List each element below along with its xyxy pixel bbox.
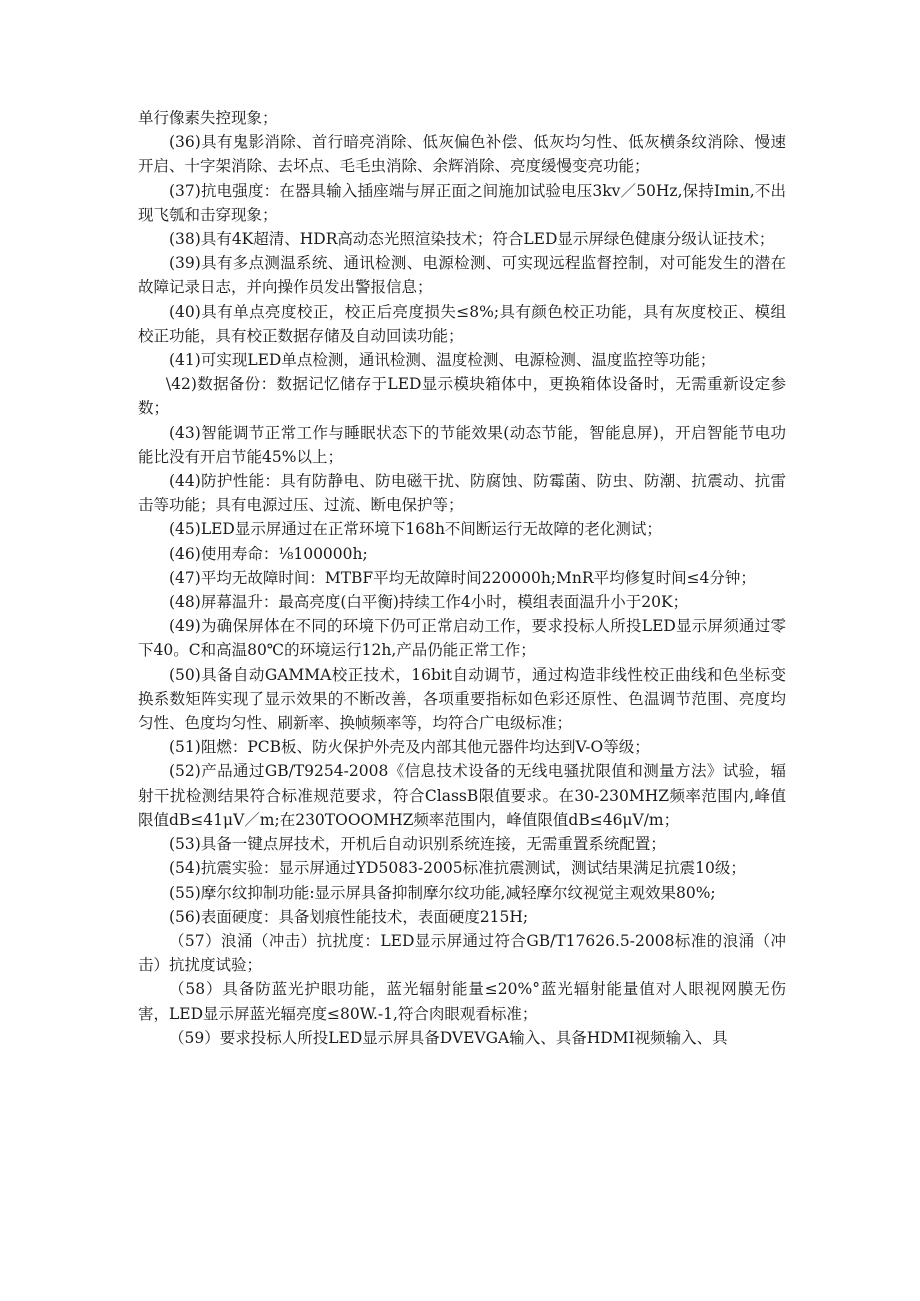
spec-paragraph: (54)抗震实验：显示屏通过YD5083-2005标准抗震测试，测试结果满足抗震10级；	[169, 859, 746, 878]
document-page	[138, 106, 786, 1050]
spec-paragraph: (44)防护性能：具有防静电、防电磁干扰、防腐蚀、防霉菌、防虫、防潮、抗震动、抗雷击等功能；具有电源过压、过流、断电保护等；	[138, 472, 786, 515]
spec-paragraph: \42)数据备份：数据记忆储存于LED显示模块箱体中，更换箱体设备时，无需重新设定参数；	[138, 375, 786, 418]
spec-paragraph: (51)阻燃：PCB板、防火保护外壳及内部其他元器件均达到V-O等级；	[169, 738, 650, 757]
spec-paragraph: (37)抗电强度：在器具输入插座端与屏正面之间施加试验电压3kv／50Hz,保持Imin,不出现飞瓠和击穿现象；	[138, 181, 786, 224]
spec-paragraph: (38)具有4K超清、HDR高动态光照渲染技术；符合LED显示屏绿色健康分级认证技术；	[169, 230, 775, 249]
spec-paragraph: (56)表面硬度：具备划痕性能技术，表面硬度215H;	[169, 907, 529, 926]
spec-paragraph: (46)使用寿命：⅛100000h;	[169, 544, 368, 563]
spec-paragraph: (52)产品通过GB/T9254-2008《信息技术设备的无线电骚扰限值和测量方法》试验，辐射干扰检测结果符合标准规范要求，符合ClassB限值要求。在30-230MHZ频率范围内,峰值限值dB≤41μV／m;在230TOOOMHZ频率范围内，峰值限值dB≤46μV/m；	[138, 762, 786, 829]
spec-paragraph: (49)为确保屏体在不同的环境下仍可正常启动工作，要求投标人所投LED显示屏须通过零下40。C和高温80℃的环境运行12h,产品仍能正常工作；	[138, 617, 786, 660]
spec-paragraph: (47)平均无故障时间：MTBF平均无故障时间220000h;MnR平均修复时间≤4分钟；	[169, 568, 756, 587]
spec-paragraph: (48)屏幕温升：最高亮度(白平衡)持续工作4小时，模组表面温升小于20K；	[169, 593, 689, 612]
spec-paragraph: (45)LED显示屏通过在正常环境下168h不间断运行无故障的老化测试；	[169, 520, 662, 539]
spec-paragraph: (43)智能调节正常工作与睡眠状态下的节能效果(动态节能，智能息屏)，开启智能节电功能比没有开启节能45%以上；	[138, 423, 786, 466]
spec-paragraph: （59）要求投标人所投LED显示屏具备DVEVGA输入、具备HDMI视频输入、具	[169, 1028, 728, 1047]
spec-paragraph: (50)具备自动GAMMA校正技术，16bit自动调节，通过构造非线性校正曲线和色坐标变换系数矩阵实现了显示效果的不断改善，各项重要指标如色彩还原性、色温调节范围、亮度均匀性、色度均匀性、刷新率、换帧频率等，均符合广电级标准；	[138, 665, 786, 733]
spec-paragraph: （58）具备防蓝光护眼功能，蓝光辐射能量≤20%°蓝光辐射能量值对人眼视网膜无伤害，LED显示屏蓝光辐亮度≤80W.-1,符合肉眼观看标准；	[138, 980, 786, 1023]
spec-paragraph: (40)具有单点亮度校正，校正后亮度损失≤8%;具有颜色校正功能，具有灰度校正、模组校正功能，具有校正数据存储及自动回读功能；	[138, 302, 786, 345]
spec-paragraph: (36)具有鬼影消除、首行暗亮消除、低灰偏色补偿、低灰均匀性、低灰横条纹消除、慢速开启、十字架消除、去坏点、毛毛虫消除、余辉消除、亮度缓慢变亮功能；	[138, 133, 786, 176]
spec-paragraph: （57）浪涌（冲击）抗扰度：LED显示屏通过符合GB/T17626.5-2008标准的浪涌（冲击）抗扰度试验；	[138, 931, 786, 975]
spec-paragraph: (55)摩尔纹抑制功能:显示屏具备抑制摩尔纹功能,减轻摩尔纹视觉主观效果80%;	[169, 883, 716, 902]
spec-paragraph: (39)具有多点测温系统、通讯检测、电源检测、可实现远程监督控制，对可能发生的潜在故障记录日志，并向操作员发出警报信息；	[138, 254, 786, 297]
spec-paragraph: (41)可实现LED单点检测，通讯检测、温度检测、电源检测、温度监控等功能；	[169, 351, 716, 370]
spec-paragraph: (53)具备一键点屏技术，开机后自动识别系统连接，无需重置系统配置；	[169, 835, 666, 854]
spec-paragraph: 单行像素失控现象；	[138, 109, 278, 127]
